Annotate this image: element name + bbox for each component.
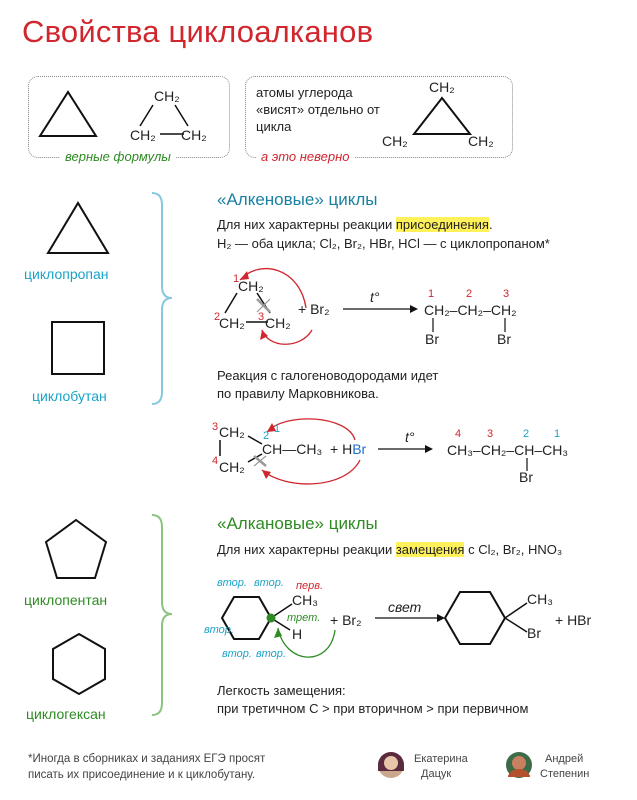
r1-product-num-2: 2 <box>466 288 473 300</box>
wrong-ch2-right: CH₂ <box>468 133 494 149</box>
r2-product-num-1: 1 <box>554 428 561 440</box>
r3-plus-br2: + Br₂ <box>330 612 362 628</box>
r1-ch2-top: CH₂ <box>238 278 264 294</box>
r2-product-num-4: 4 <box>455 428 462 440</box>
r1-ch2-left: CH₂ <box>219 315 245 331</box>
r2-product-num-2: 2 <box>523 428 530 440</box>
alkane-line1-end: с Cl₂, Br₂, HNO₃ <box>464 542 563 557</box>
cyclopentane-label: циклопентан <box>24 592 108 608</box>
alkane-highlight: замещения <box>395 542 465 557</box>
r2-num-3: 3 <box>212 421 219 433</box>
r3-condition: свет <box>388 599 422 615</box>
wrong-ch2-left: CH₂ <box>382 133 408 149</box>
r1-product: CH₂–CH₂–CH₂ <box>424 302 517 318</box>
r2-num-4: 4 <box>212 455 219 467</box>
r1-num-2: 2 <box>214 311 221 323</box>
r3-h: H <box>292 626 303 642</box>
r2-ch2-bottom: CH₂ <box>219 459 245 475</box>
tag-vtor-2: втор. <box>254 577 284 589</box>
author1-first: Екатерина <box>414 753 468 765</box>
r2-num-2: 2 <box>263 430 270 442</box>
r1-plus-br2: + Br₂ <box>298 301 330 317</box>
alkene-header: «Алкеновые» циклы <box>217 190 378 209</box>
cyclopropane-label: циклопропан <box>24 266 109 282</box>
r2-product-br: Br <box>519 469 533 485</box>
ease-line2: при третичном С > при вторичном > при первичном <box>217 701 529 716</box>
alkene-line1-text: Для них характерны реакции <box>217 217 396 232</box>
correct-ch2-right: CH₂ <box>181 127 207 143</box>
correct-ch2-left: CH₂ <box>130 127 156 143</box>
r1-condition: t° <box>370 289 380 305</box>
markovnikov-line1: Реакция с галогеноводородами идет <box>217 368 439 383</box>
r1-product-br1: Br <box>425 331 439 347</box>
wrong-formula-text: атомы углерода «висят» отдельно от цикла <box>256 85 380 134</box>
alkane-line1-text: Для них характерны реакции <box>217 542 396 557</box>
tag-vtor-5: втор. <box>256 648 286 660</box>
alkene-line1-end: . <box>488 217 493 232</box>
r3-plus-hbr: + HBr <box>555 612 592 628</box>
r2-product-num-3: 3 <box>487 428 494 440</box>
r3-product-ch3: CH₃ <box>527 591 553 607</box>
author2-first: Андрей <box>545 753 584 765</box>
r2-num-1: 1 <box>274 423 281 435</box>
r2-br: Br <box>352 441 367 457</box>
r2-product: CH₃–CH₂–CH–CH₃ <box>447 442 569 458</box>
r1-product-num-1: 1 <box>428 288 435 300</box>
alkene-highlight: присоединения <box>395 217 489 232</box>
r2-ch2-top: CH₂ <box>219 424 245 440</box>
alkene-line2: H₂ — оба цикла; Cl₂, Br₂, HBr, HCl — с циклопропаном* <box>217 236 550 251</box>
tag-vtor-4: втор. <box>222 648 252 660</box>
page-title: Свойства циклоалканов <box>22 14 374 49</box>
r1-num-1: 1 <box>233 273 240 285</box>
ease-line1: Легкость замещения: <box>217 683 346 698</box>
alkane-header: «Алкановые» циклы <box>217 514 378 533</box>
footnote: *Иногда в сборниках и заданиях ЕГЭ просят писать их присоединение и к циклобутану. <box>28 753 266 781</box>
r2-ch-ch3: CH—CH₃ <box>262 441 323 457</box>
author1-last: Дацук <box>421 768 452 780</box>
markovnikov-line2: по правилу Марковникова. <box>217 386 379 401</box>
tag-perv: перв. <box>296 580 324 592</box>
r2-plus-h: + H <box>330 441 353 457</box>
tag-vtor-3: втор. <box>204 624 234 636</box>
tag-tret: трет. <box>287 612 321 624</box>
author2-last: Степенин <box>540 768 590 780</box>
r1-ch2-right: CH₂ <box>265 315 291 331</box>
r1-product-br2: Br <box>497 331 511 347</box>
r3-product-br: Br <box>527 625 541 641</box>
r3-ch3: CH₃ <box>292 592 318 608</box>
tag-vtor-1: втор. <box>217 577 247 589</box>
cyclohexane-label: циклогексан <box>26 706 106 722</box>
cyclobutane-label: циклобутан <box>32 388 107 404</box>
r1-num-3: 3 <box>258 311 265 323</box>
wrong-formula-caption: а это неверно <box>256 149 355 164</box>
r2-condition: t° <box>405 429 415 445</box>
wrong-ch2-top: CH₂ <box>429 79 455 95</box>
correct-ch2-top: CH₂ <box>154 88 180 104</box>
correct-formulas-caption: верные формулы <box>60 149 176 164</box>
r1-product-num-3: 3 <box>503 288 510 300</box>
